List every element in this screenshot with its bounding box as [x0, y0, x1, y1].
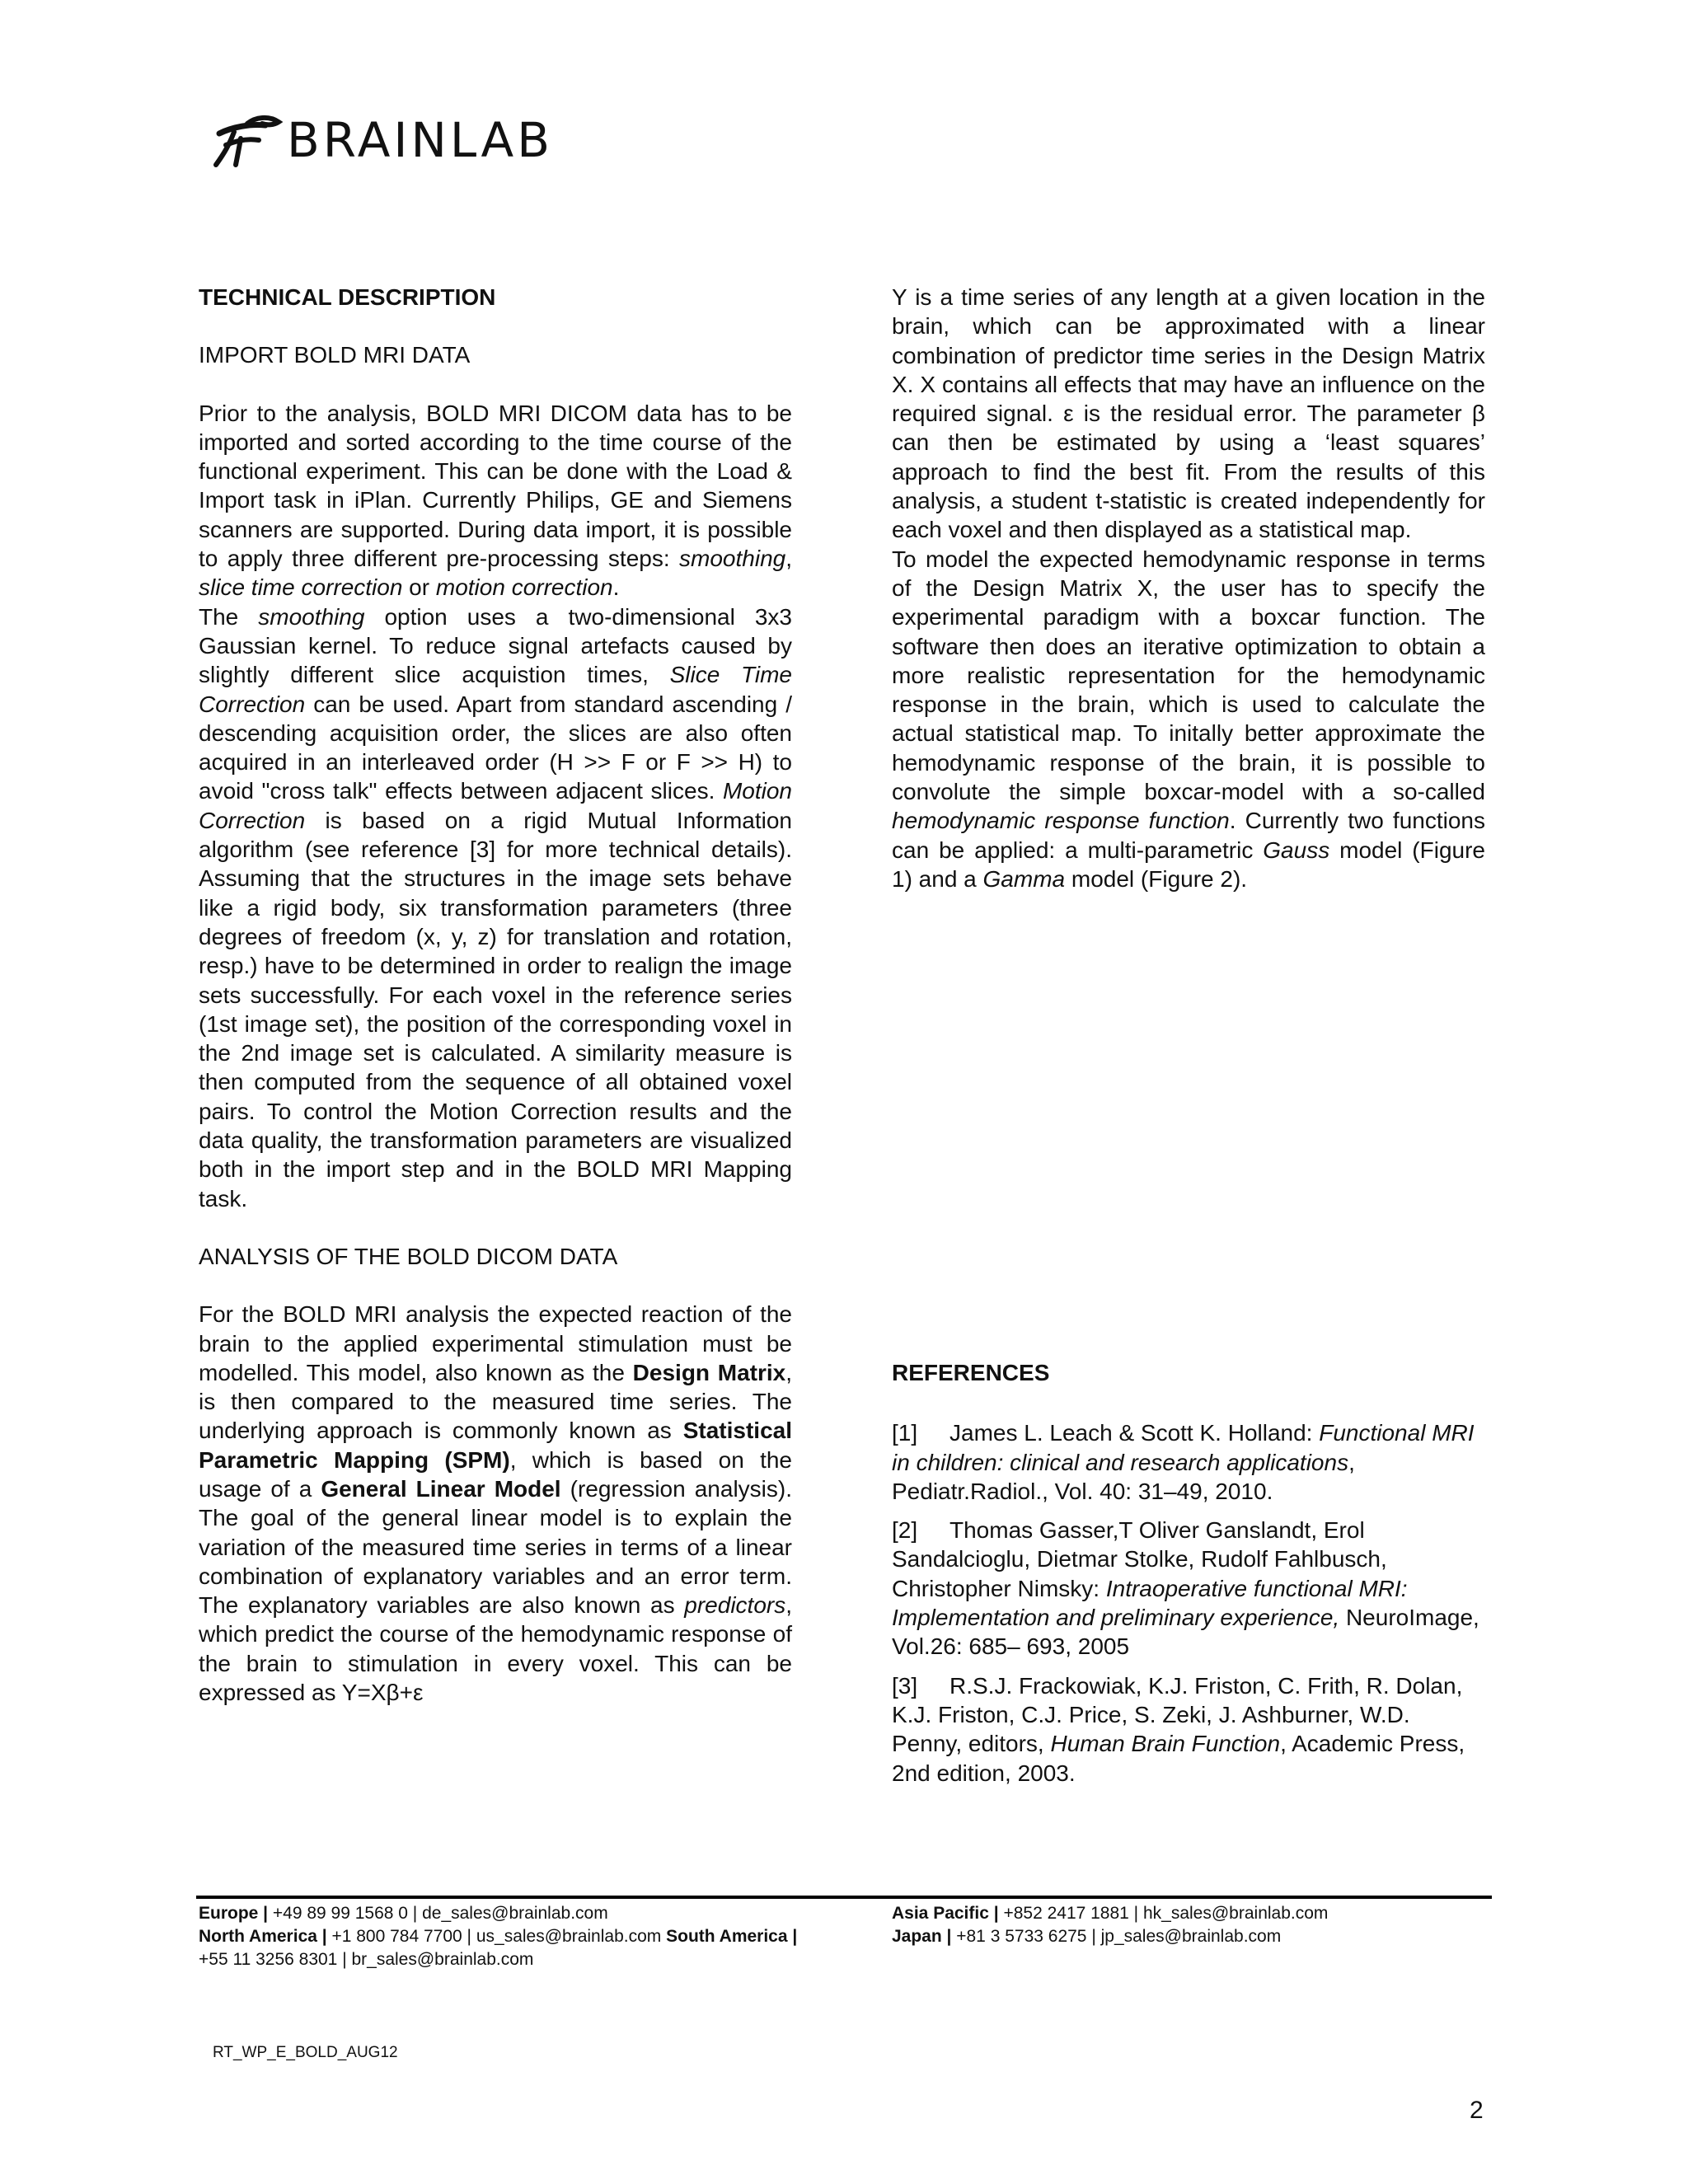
left-column	[199, 283, 792, 1707]
footer-contacts-left: Europe | +49 89 99 1568 0 | de_sales@brainlab.com North America | +1 800 784 7700 | us_sales@brainlab.com South America | +55 11 3256 8301 | br_sales@brainlab.com	[199, 1904, 798, 1969]
footer-divider	[196, 1896, 1492, 1899]
import-paragraph-1: Prior to the analysis, BOLD MRI DICOM data has to be imported and sorted according to the time course of the functional experiment. This can be done with the Load & Import task in iPlan. Currently Philips, GE and Siemens scanners are supported. During data import, it is possible to apply three different pre-processing steps: smoothing, slice time correction or motion correction.	[199, 400, 792, 601]
reference-item: [1] James L. Leach & Scott K. Holland: Functional MRI in children: clinical and research applications, Pediatr.Radiol., Vol. 40: 31–49, 2010.	[892, 1420, 1475, 1504]
logo-text: BRAINLAB	[287, 112, 554, 168]
reference-item: [3] R.S.J. Frackowiak, K.J. Friston, C. Frith, R. Dolan, K.J. Friston, C.J. Price, S. Zeki, J. Ashburner, W.D. Penny, editors, Human Brain Function, Academic Press, 2nd edition, 2003.	[892, 1672, 1465, 1786]
technical-description-heading: TECHNICAL DESCRIPTION	[199, 284, 496, 310]
analysis-section-title: ANALYSIS OF THE BOLD DICOM DATA	[199, 1243, 618, 1269]
brainlab-logo	[208, 111, 553, 169]
right-paragraph-1: Y is a time series of any length at a given location in the brain, which can be approximated with a linear combination of predictor time series in the Design Matrix X. X contains all effects that may have an influence on the required signal. ε is the residual error. The parameter β can then be estimated by using a ‘least squares’ approach to find the best fit. From the results of this analysis, a student t-statistic is created independently for each voxel and then displayed as a statistical map.	[892, 284, 1485, 543]
import-paragraph-2: The smoothing option uses a two-dimensional 3x3 Gaussian kernel. To reduce signal artefacts caused by slightly different slice acquistion times, Slice Time Correction can be used. Apart from standard ascending / descending acquisition order, the slices are also often acquired in an interleaved order (H >> F or F >> H) to avoid "cross talk" effects between adjacent slices. Motion Correction is based on a rigid Mutual Information algorithm (see reference [3] for more technical details). Assuming that the structures in the image sets behave like a rigid body, six transformation parameters (three degrees of freedom (x, y, z) for translation and rotation, resp.) have to be determined in order to realign the image sets successfully. For each voxel in the reference series (1st image set), the position of the corresponding voxel in the 2nd image set is calculated. A similarity measure is then computed from the sequence of all obtained voxel pairs. To control the Motion Correction results and the data quality, the transformation parameters are visualized both in the import step and in the BOLD MRI Mapping task.	[199, 603, 792, 1212]
document-code: RT_WP_E_BOLD_AUG12	[213, 2044, 398, 2061]
right-column	[892, 283, 1485, 893]
references-title: REFERENCES	[892, 1360, 1050, 1385]
page-number: 2	[1470, 2097, 1484, 2124]
analysis-paragraph: For the BOLD MRI analysis the expected reaction of the brain to the applied experimental stimulation must be modelled. This model, also known as the Design Matrix, is then compared to the measured time series. The underlying approach is commonly known as Statistical Parametric Mapping (SPM), which is based on the usage of a General Linear Model (regression analysis). The goal of the general linear model is to explain the variation of the measured time series in terms of a linear combination of explanatory variables and an error term. The explanatory variables are also known as predictors, which predict the course of the hemodynamic response of the brain to stimulation in every voxel. This can be expressed as Y=Xβ+ε	[199, 1301, 793, 1706]
brainlab-logo-icon	[208, 112, 284, 168]
import-section-title: IMPORT BOLD MRI DATA	[199, 342, 471, 368]
references-section	[892, 1358, 1485, 1797]
footer-contacts-right: Asia Pacific | +852 2417 1881 | hk_sales@brainlab.com Japan | +81 3 5733 6275 | jp_sales@brainlab.com	[892, 1904, 1329, 1946]
reference-item: [2] Thomas Gasser,T Oliver Ganslandt, Erol Sandalcioglu, Dietmar Stolke, Rudolf Fahlbusch, Christopher Nimsky: Intraoperative functional MRI: Implementation and preliminary experience, NeuroImage, Vol.26: 685– 693, 2005	[892, 1517, 1479, 1660]
right-paragraph-2: To model the expected hemodynamic response in terms of the Design Matrix X, the user has to specify the experimental paradigm with a boxcar function. The software then does an iterative optimization to obtain a more realistic representation for the hemodynamic response in the brain, which is used to calculate the actual statistical map. To initally better approximate the hemodynamic response of the brain, it is possible to convolute the simple boxcar-model with a so-called hemodynamic response function. Currently two functions can be applied: a multi-parametric Gauss model (Figure 1) and a Gamma model (Figure 2).	[892, 546, 1485, 892]
